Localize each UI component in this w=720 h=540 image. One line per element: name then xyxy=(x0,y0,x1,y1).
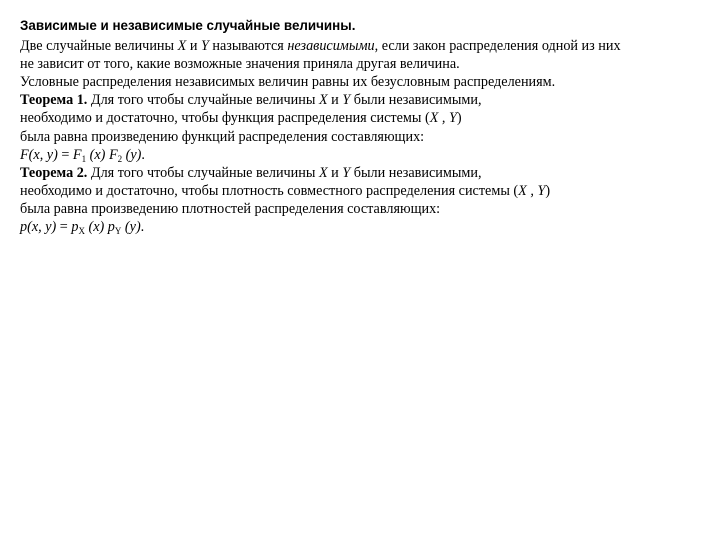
formula-equals: = xyxy=(56,219,72,236)
conditional-distribution-statement: Условные распределения независимых величин равны их безусловным распределениям. xyxy=(20,74,556,91)
variable-y: Y xyxy=(342,92,351,109)
theorem-text: были независимыми, xyxy=(350,92,482,109)
system-variables: X , Y xyxy=(518,182,546,199)
formula-equals: = xyxy=(57,146,73,163)
formula-arg-1: (x) xyxy=(86,146,109,163)
formula-factor-1: F xyxy=(72,146,82,163)
theorem-2-line-1 xyxy=(20,164,720,182)
theorem-text: необходимо и достаточно, чтобы плотность совместного распределения системы ( xyxy=(20,182,519,199)
slide-title: Зависимые и независимые случайные величины. xyxy=(20,18,356,33)
theorem-text: необходимо и достаточно, чтобы функция распределения системы ( xyxy=(20,110,430,127)
theorem-text: были независимыми, xyxy=(350,164,482,181)
variable-x: X xyxy=(318,164,328,181)
formula-end: . xyxy=(141,146,145,163)
conjunction: и xyxy=(186,38,201,55)
theorem-text: ) xyxy=(545,182,551,199)
variable-x: X xyxy=(177,38,187,55)
variable-y: Y xyxy=(200,38,209,55)
term-independent: независимыми xyxy=(287,38,375,55)
theorem-1-line-2 xyxy=(20,109,720,127)
theorem-1-label: Теорема 1. xyxy=(20,92,88,109)
theorem-text: ) xyxy=(456,110,462,127)
formula-factor-2: F xyxy=(108,146,118,163)
formula-arg-2: (y) xyxy=(121,219,141,236)
conjunction: и xyxy=(327,92,343,109)
theorem-text: Для того чтобы случайные величины xyxy=(87,92,319,109)
theorem-text: Для того чтобы случайные величины xyxy=(87,164,319,181)
theorem-2-line-2 xyxy=(20,182,720,200)
formula-arg-1: (x) xyxy=(84,219,108,236)
formula-factor-2: p xyxy=(107,219,115,236)
theorem-1-formula xyxy=(20,146,720,164)
definition-text: называются xyxy=(208,38,288,55)
theorem-1-line-1 xyxy=(20,91,720,109)
formula-lhs: F(x, y) xyxy=(20,146,58,163)
theorem-2-label: Теорема 2. xyxy=(20,164,88,181)
variable-x: X xyxy=(318,92,328,109)
definition-line-1 xyxy=(20,37,720,55)
theorem-1-line-3: была равна произведению функций распределения составляющих: xyxy=(20,128,425,145)
system-variables: X , Y xyxy=(429,110,457,127)
formula-subscript-2: 2 xyxy=(117,153,123,164)
theorem-2-formula xyxy=(20,218,720,236)
definition-line-2: не зависит от того, какие возможные значения приняла другая величина. xyxy=(20,56,460,73)
formula-subscript-2: Y xyxy=(114,226,122,237)
formula-lhs: p(x, y) xyxy=(20,219,57,236)
formula-subscript-1: 1 xyxy=(81,153,87,164)
theorem-2-line-3: была равна произведению плотностей распределения составляющих: xyxy=(20,200,441,217)
definition-text: Две случайные величины xyxy=(20,38,178,55)
variable-y: Y xyxy=(342,164,351,181)
conjunction: и xyxy=(327,164,343,181)
formula-arg-2: (y) xyxy=(122,146,142,163)
definition-text: , если закон распределения одной из них xyxy=(374,38,621,55)
formula-factor-1: p xyxy=(71,219,79,236)
formula-end: . xyxy=(140,219,145,236)
formula-subscript-1: X xyxy=(78,226,85,237)
